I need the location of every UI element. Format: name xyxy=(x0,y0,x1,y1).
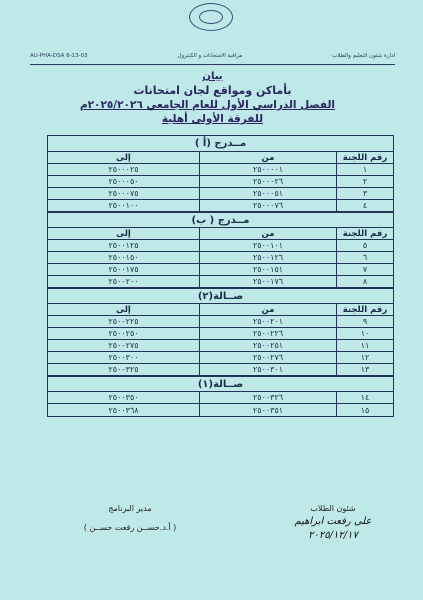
header-committee: رقم اللجنة xyxy=(336,304,393,315)
signature-title: شئون الطلاب xyxy=(310,504,356,513)
title-year: للفرقة الأولى أهلية xyxy=(161,113,264,125)
to-cell: ٢٥٠٠٠٧٥ xyxy=(108,189,139,198)
table-row xyxy=(48,200,393,212)
to-cell: ٢٥٠٠٢٢٥ xyxy=(108,317,139,326)
table-row xyxy=(48,328,393,340)
signature-date: ٢٠٢٥/١٢/١٧ xyxy=(308,530,358,541)
document-titles xyxy=(79,70,335,126)
header-code: AU-PHA-DSA 6-13-03 xyxy=(30,53,88,59)
to-cell: ٢٥٠٠٣٠٠ xyxy=(108,353,139,362)
header-to: إلى xyxy=(116,152,131,163)
to-cell: ٢٥٠٠٢٥٠ xyxy=(108,329,139,338)
to-cell: ٢٥٠٠٣٥٠ xyxy=(108,393,139,402)
header-from: من xyxy=(199,304,336,315)
table-row xyxy=(48,392,393,404)
university-logo xyxy=(189,3,233,31)
header-right: ادارة شئون التعليم والطلاب xyxy=(332,53,395,59)
signature-name: ( أ.د.حســن رفعت حســن ) xyxy=(83,523,177,532)
table-row xyxy=(48,316,393,328)
committee-number-cell: ٤ xyxy=(336,200,393,211)
committee-number-cell: ١١ xyxy=(336,340,393,351)
signature-title: مدير البرنامج xyxy=(108,504,152,513)
to-cell: ٢٥٠٠٣٢٥ xyxy=(108,365,139,374)
committee-number-cell: ٩ xyxy=(336,316,393,327)
committee-number-cell: ١ xyxy=(336,164,393,175)
table-row xyxy=(48,404,393,416)
header-from: من xyxy=(199,228,336,239)
section-title: مــدرج ( ب) xyxy=(48,212,393,228)
table-row xyxy=(48,276,393,288)
to-cell: ٢٥٠٠٠٥٠ xyxy=(108,177,139,186)
header-to: إلى xyxy=(116,304,131,315)
to-cell: ٢٥٠٠٢٠٠ xyxy=(108,277,139,286)
to-cell: ٢٥٠٠١٢٥ xyxy=(108,241,139,250)
table-header-row xyxy=(48,304,393,316)
header-divider xyxy=(30,64,395,65)
committee-number-cell: ١٣ xyxy=(336,364,393,375)
from-cell: ٢٥٠٠٢٠١ xyxy=(199,316,336,327)
committee-number-cell: ٥ xyxy=(336,240,393,251)
table-row xyxy=(48,340,393,352)
table-row xyxy=(48,264,393,276)
table-header-row xyxy=(48,228,393,240)
from-cell: ٢٥٠٠٠٥١ xyxy=(199,188,336,199)
committee-number-cell: ٧ xyxy=(336,264,393,275)
from-cell: ٢٥٠٠٢٢٦ xyxy=(199,328,336,339)
header-committee: رقم اللجنة xyxy=(336,228,393,239)
from-cell: ٢٥٠٠٢٧٦ xyxy=(199,352,336,363)
from-cell: ٢٥٠٠٠٧٦ xyxy=(199,200,336,211)
section-title: صــالة(١) xyxy=(48,376,393,392)
to-cell: ٢٥٠٠١٥٠ xyxy=(108,253,139,262)
from-cell: ٢٥٠٠٣٠١ xyxy=(199,364,336,375)
title-statement: بيان xyxy=(202,71,223,82)
to-cell: ٢٥٠٠١٠٠ xyxy=(108,201,139,210)
title-subject: بأماكن ومواقع لجان امتحانات xyxy=(133,84,292,97)
committee-number-cell: ١٤ xyxy=(336,392,393,403)
from-cell: ٢٥٠٠٣٥١ xyxy=(199,404,336,416)
committee-number-cell: ١٢ xyxy=(336,352,393,363)
to-cell: ٢٥٠٠٠٢٥ xyxy=(108,165,139,174)
header-from: من xyxy=(199,152,336,163)
table-row xyxy=(48,364,393,376)
section-title: مــدرج (أ ) xyxy=(48,136,393,152)
table-row xyxy=(48,188,393,200)
committees-table xyxy=(47,135,394,417)
from-cell: ٢٥٠٠١٥١ xyxy=(199,264,336,275)
table-row xyxy=(48,252,393,264)
from-cell: ٢٥٠٠٣٢٦ xyxy=(199,392,336,403)
committee-number-cell: ٦ xyxy=(336,252,393,263)
header-to: إلى xyxy=(116,228,131,239)
table-row xyxy=(48,352,393,364)
to-cell: ٢٥٠٠٢٧٥ xyxy=(108,341,139,350)
header-row xyxy=(30,49,395,63)
committee-number-cell: ١٠ xyxy=(336,328,393,339)
committee-number-cell: ٢ xyxy=(336,176,393,187)
program-director-signature xyxy=(55,504,205,532)
from-cell: ٢٥٠٠١٧٦ xyxy=(199,276,336,287)
committee-number-cell: ٣ xyxy=(336,188,393,199)
header-committee: رقم اللجنة xyxy=(336,152,393,163)
from-cell: ٢٥٠٠٠٢٦ xyxy=(199,176,336,187)
title-semester: الفصل الدراسي الأول للعام الجامعي ٢٠٢٥/٢٠٢٦م xyxy=(79,99,335,111)
table-row xyxy=(48,164,393,176)
signature-handwritten: على رفعت ابراهيم xyxy=(294,516,372,527)
to-cell: ٢٥٠٠١٧٥ xyxy=(108,265,139,274)
header-center: مراقبة الامتحانات و الكنترول xyxy=(177,53,243,59)
from-cell: ٢٥٠٠٠٠١ xyxy=(199,164,336,175)
from-cell: ٢٥٠٠٢٥١ xyxy=(199,340,336,351)
from-cell: ٢٥٠٠١٠١ xyxy=(199,240,336,251)
committee-number-cell: ١٥ xyxy=(336,404,393,416)
table-row xyxy=(48,176,393,188)
section-title: صــالة(٢) xyxy=(48,288,393,304)
table-row xyxy=(48,240,393,252)
student-affairs-signature xyxy=(263,504,403,541)
committee-number-cell: ٨ xyxy=(336,276,393,287)
to-cell: ٢٥٠٠٣٦٨ xyxy=(108,405,139,415)
from-cell: ٢٥٠٠١٢٦ xyxy=(199,252,336,263)
table-header-row xyxy=(48,152,393,164)
